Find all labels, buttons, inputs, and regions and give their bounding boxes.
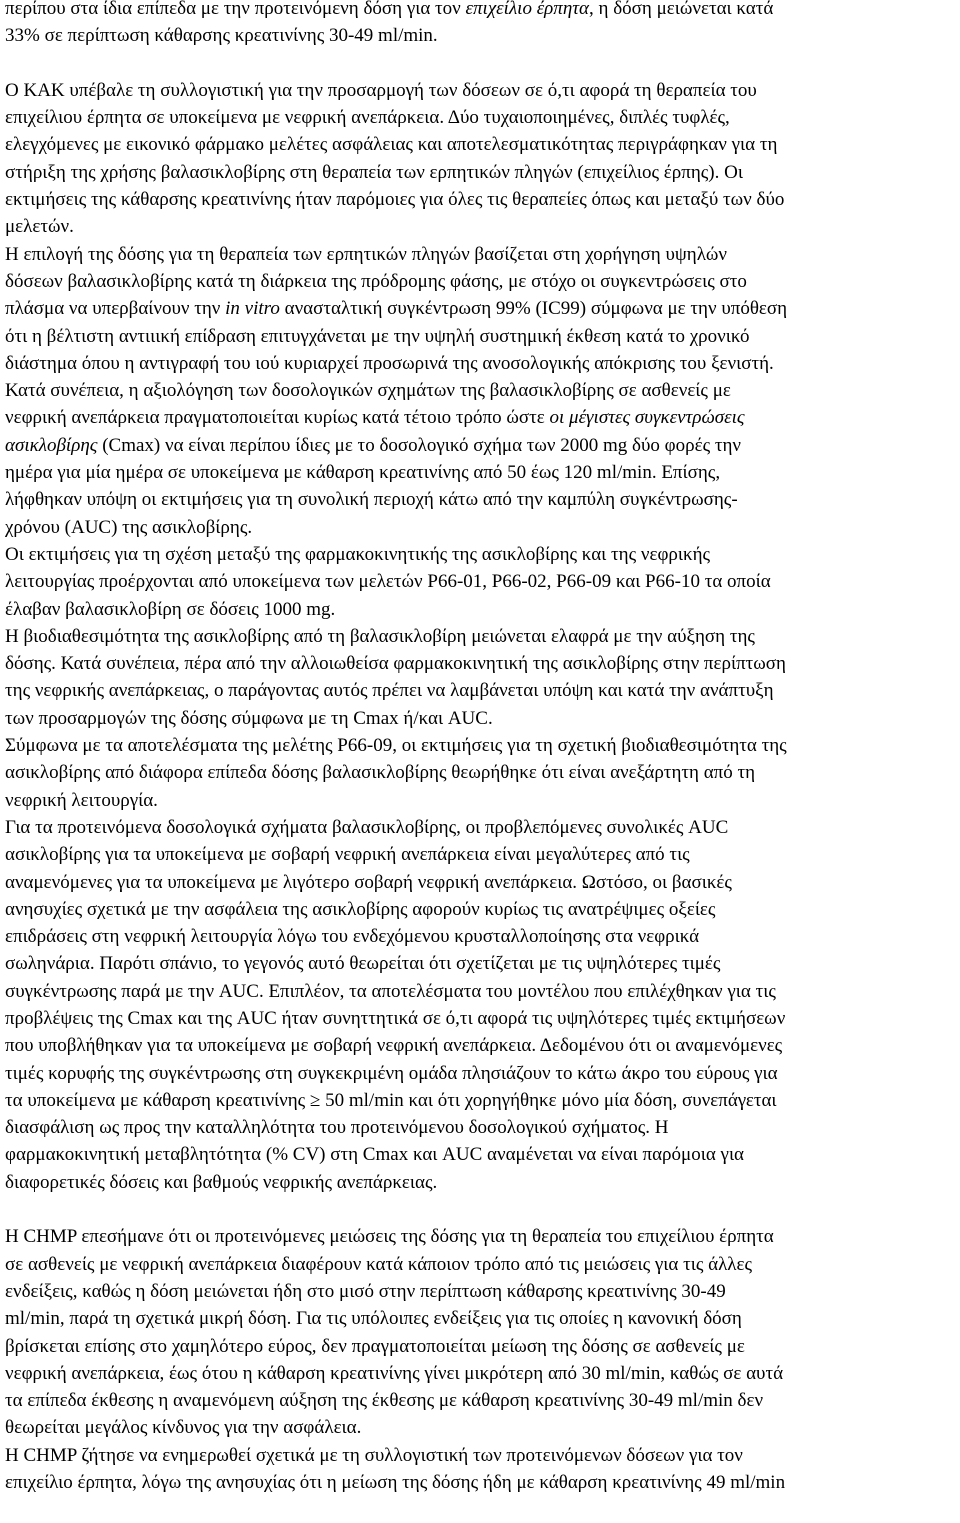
paragraph-chmp-request <box>5 1442 957 1497</box>
text-run: ανασταλτική συγκέντρωση 99% (IC99) σύμφωνα με την υπόθεση ότι η βέλτιστη αντιιική επίδραση επιτυγχάνεται με την υψηλή συστημική έκθεση κατά το χρονικό διάστημα όπου η αντιγραφή του ιού κυριαρχεί προσωρινά της ανοσολογικής απόκρισης του ξενιστή. <box>5 298 788 374</box>
italic-run: οι μέγιστες συγκεντρώσεις ασικλοβίρης <box>5 407 745 456</box>
paragraph-bioavailability <box>5 623 957 732</box>
paragraph-spacer <box>5 50 957 77</box>
text-run: Η CHMP ζήτησε να ενημερωθεί σχετικά με τη συλλογιστική των προτεινόμενων δόσεων για τον επιχείλιο έρπητα, λόγω της ανησυχίας ότι η μείωση της δόσης ήδη με κάθαρση κρεατινίνης 49 ml/min <box>5 1444 786 1494</box>
text-run: Οι εκτιμήσεις για τη σχέση μεταξύ της φαρμακοκινητικής της ασικλοβίρης και της νεφρικής λειτουργίας προέρχονται από υποκείμενα των μελετών P66-01, P66-02, P66-09 και P66-10 τα οποία έλαβαν βαλασικλοβίρη σε δόσεις 1000 mg. <box>5 543 771 620</box>
italic-run: in vitro <box>225 298 280 320</box>
text-run: περίπου στα ίδια επίπεδα με την προτεινόμενη δόση για τον <box>5 0 466 19</box>
paragraph-auc-safety <box>5 814 957 1196</box>
text-run: Σύμφωνα με τα αποτελέσματα της μελέτης P66-09, οι εκτιμήσεις για τη σχετική βιοδιαθεσιμότητα της ασικλοβίρης από διάφορα επίπεδα δόσης βαλασικλοβίρης θεωρήθηκε ότι είναι ανεξάρτητη από τη νεφρική λειτουργία. <box>5 735 787 811</box>
document-page <box>5 0 957 1496</box>
paragraph-mah-rationale <box>5 77 957 241</box>
paragraph-study-results <box>5 732 957 814</box>
italic-run: επιχείλιο έρπητα <box>465 0 590 19</box>
text-run: (Cmax) να είναι περίπου ίδιες με το δοσολογικό σχήμα των 2000 mg δύο φορές την ημέρα για μία ημέρα σε υποκείμενα με κάθαρση κρεατινίνης από 50 έως 120 ml/min. Επίσης, λήφθηκαν υπόψη οι εκτιμήσεις για τη συνολική περιοχή κάτω από την καμπύλη συγκέντρωσης- χρόνου (AUC) της ασικλοβίρης. <box>5 434 742 538</box>
paragraph-dose-reduction <box>5 0 957 50</box>
text-run: Ο ΚΑΚ υπέβαλε τη συλλογιστική για την προσαρμογή των δόσεων σε ό,τι αφορά τη θεραπεία του επιχείλιου έρπητα σε υποκείμενα με νεφρική ανεπάρκεια. Δύο τυχαιοποιημένες, διπλές τυφλές, ελεγχόμενες με εικονικό φάρμακο μελέτες ασφάλειας και αποτελεσματικότητας περιγράφηκαν για τη στήριξη της χρήσης βαλασικλοβίρης στη θεραπεία των ερπητικών πληγών (επιχείλιος έρπης). Οι εκτιμήσεις της κάθαρσης κρεατινίνης ήταν παρόμοιες για όλες τις θεραπείες όπως και μεταξύ των δύο μελετών. <box>5 79 785 238</box>
paragraph-pk-studies <box>5 541 957 623</box>
paragraph-cmax-evaluation <box>5 377 957 541</box>
text-run: Η βιοδιαθεσιμότητα της ασικλοβίρης από τη βαλασικλοβίρη μειώνεται ελαφρά με την αύξηση της δόσης. Κατά συνέπεια, πέρα από την αλλοιωθείσα φαρμακοκινητική της ασικλοβίρης στην περίπτωση της νεφρικής ανεπάρκειας, ο παράγοντας αυτός πρέπει να λαμβάνεται υπόψη και κατά την ανάπτυξη των προσαρμογών της δόσης σύμφωνα με τη Cmax ή/και AUC. <box>5 625 786 729</box>
paragraph-spacer <box>5 1196 957 1223</box>
text-run: Η επιλογή της δόσης για τη θεραπεία των ερπητικών πληγών βασίζεται στη χορήγηση υψηλών δόσεων βαλασικλοβίρης κατά τη διάρκεια της πρόδρομης φάσης, με στόχο οι συγκεντρώσεις στο πλάσμα να υπερβαίνουν την <box>5 243 747 320</box>
paragraph-dose-selection <box>5 241 957 377</box>
text-run: Κατά συνέπεια, η αξιολόγηση των δοσολογικών σχημάτων της βαλασικλοβίρης σε ασθενείς με νεφρική ανεπάρκεια πραγματοποιείται κυρίως κατά τέτοιο τρόπο ώστε <box>5 380 731 429</box>
text-run: , η δόση μειώνεται κατά 33% σε περίπτωση κάθαρσης κρεατινίνης 30-49 ml/min. <box>5 0 774 47</box>
text-run: Η CHMP επεσήμανε ότι οι προτεινόμενες μειώσεις της δόσης για τη θεραπεία του επιχείλιου έρπητα σε ασθενείς με νεφρική ανεπάρκεια διαφέρουν κατά κάποιον τρόπο από τις μειώσεις για τις άλλες ενδείξεις, καθώς η δόση μειώνεται ήδη στο μισό στην περίπτωση κάθαρσης κρεατινίνης 30-49 ml/min, παρά τη σχετικά μικρή δόση. Για τις υπόλοιπες ενδείξεις για τις οποίες η κανονική δόση βρίσκεται επίσης στο χαμηλότερο εύρος, δεν πραγματοποιείται μείωση της δόσης σε ασθενείς με νεφρική ανεπάρκεια, έως ότου η κάθαρση κρεατινίνης γίνει μικρότερη από 30 ml/min, καθώς σε αυτά τα επίπεδα έκθεσης η αναμενόμενη αύξηση της έκθεσης με κάθαρση κρεατινίνης 30-49 ml/min δεν θεωρείται μεγάλος κίνδυνος για την ασφάλεια. <box>5 1226 784 1439</box>
text-run: Για τα προτεινόμενα δοσολογικά σχήματα βαλασικλοβίρης, οι προβλεπόμενες συνολικές AUC ασικλοβίρης για τα υποκείμενα με σοβαρή νεφρική ανεπάρκεια είναι μεγαλύτερες από τις αναμενόμενες για τα υποκείμενα με λιγότερο σοβαρή νεφρική ανεπάρκεια. Ωστόσο, οι βασικές ανησυχίες σχετικά με την ασφάλεια της ασικλοβίρης αφορούν κυρίως τις ανατρέψιμες οξείες επιδράσεις στη νεφρική λειτουργία λόγω του ενδεχόμενου κρυσταλλοποίησης στα νεφρικά σωληνάρια. Παρότι σπάνιο, το γεγονός αυτό θεωρείται ότι σχετίζεται με τις υψηλότερες τιμές συγκέντρωσης παρά με την AUC. Επιπλέον, τα αποτελέσματα του μοντέλου που επιλέχθηκαν για τις προβλέψεις της Cmax και της AUC ήταν συνηττητικά σε ό,τι αφορά τις υψηλότερες τιμές εκτιμήσεων που υποβλήθηκαν για τα υποκείμενα με σοβαρή νεφρική ανεπάρκεια. Δεδομένου ότι οι αναμενόμενες τιμές κορυφής της συγκέντρωσης στη συγκεκριμένη ομάδα πλησιάζουν το κάτω άκρο του εύρους για τα υποκείμενα με κάθαρση κρεατινίνης ≥ 50 ml/min και ότι χορηγήθηκε μόνο μία δόση, συνεπάγεται διασφάλιση ως προς την καταλληλότητα του προτεινόμενου δοσολογικού σχήματος. Η φαρμακοκινητική μεταβλητότητα (% CV) στη Cmax και AUC αναμένεται να είναι παρόμοια για διαφορετικές δόσεις και βαθμούς νεφρικής ανεπάρκειας. <box>5 816 786 1193</box>
paragraph-chmp-noted <box>5 1223 957 1441</box>
